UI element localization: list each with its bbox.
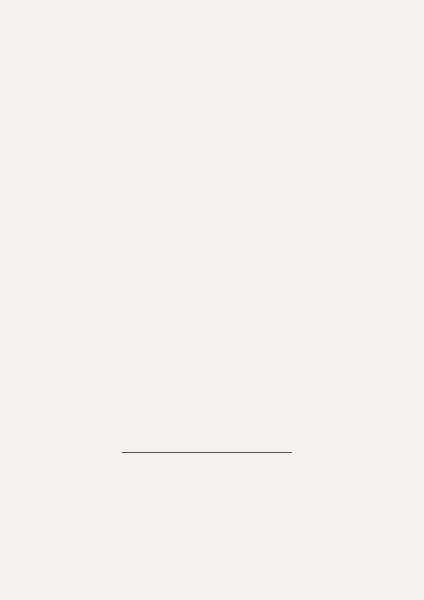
verse-number xyxy=(291,274,296,286)
text-column xyxy=(143,152,146,452)
text-column xyxy=(180,152,183,452)
verse-number xyxy=(291,259,296,271)
text-column xyxy=(167,152,170,452)
text-column xyxy=(192,152,195,452)
text-column xyxy=(205,152,208,452)
text-column xyxy=(217,152,220,452)
verse-number xyxy=(291,213,296,225)
print-area xyxy=(118,152,296,452)
verse-number xyxy=(291,320,296,332)
text-column xyxy=(254,152,257,452)
text-column xyxy=(118,152,121,452)
verse-number xyxy=(291,244,296,256)
verse-number xyxy=(291,183,296,195)
text-column xyxy=(155,152,158,452)
verse-number xyxy=(291,198,296,210)
verse-number-column xyxy=(291,152,296,452)
verse-number xyxy=(291,167,296,179)
text-column xyxy=(266,152,269,452)
verse-number xyxy=(291,289,296,301)
text-column xyxy=(130,152,133,452)
verse-number xyxy=(291,305,296,317)
text-column xyxy=(242,152,245,452)
text-column xyxy=(279,152,282,452)
footer-rule xyxy=(122,452,292,453)
verse-number xyxy=(291,152,296,164)
verse-number xyxy=(291,228,296,240)
text-column xyxy=(229,152,232,452)
